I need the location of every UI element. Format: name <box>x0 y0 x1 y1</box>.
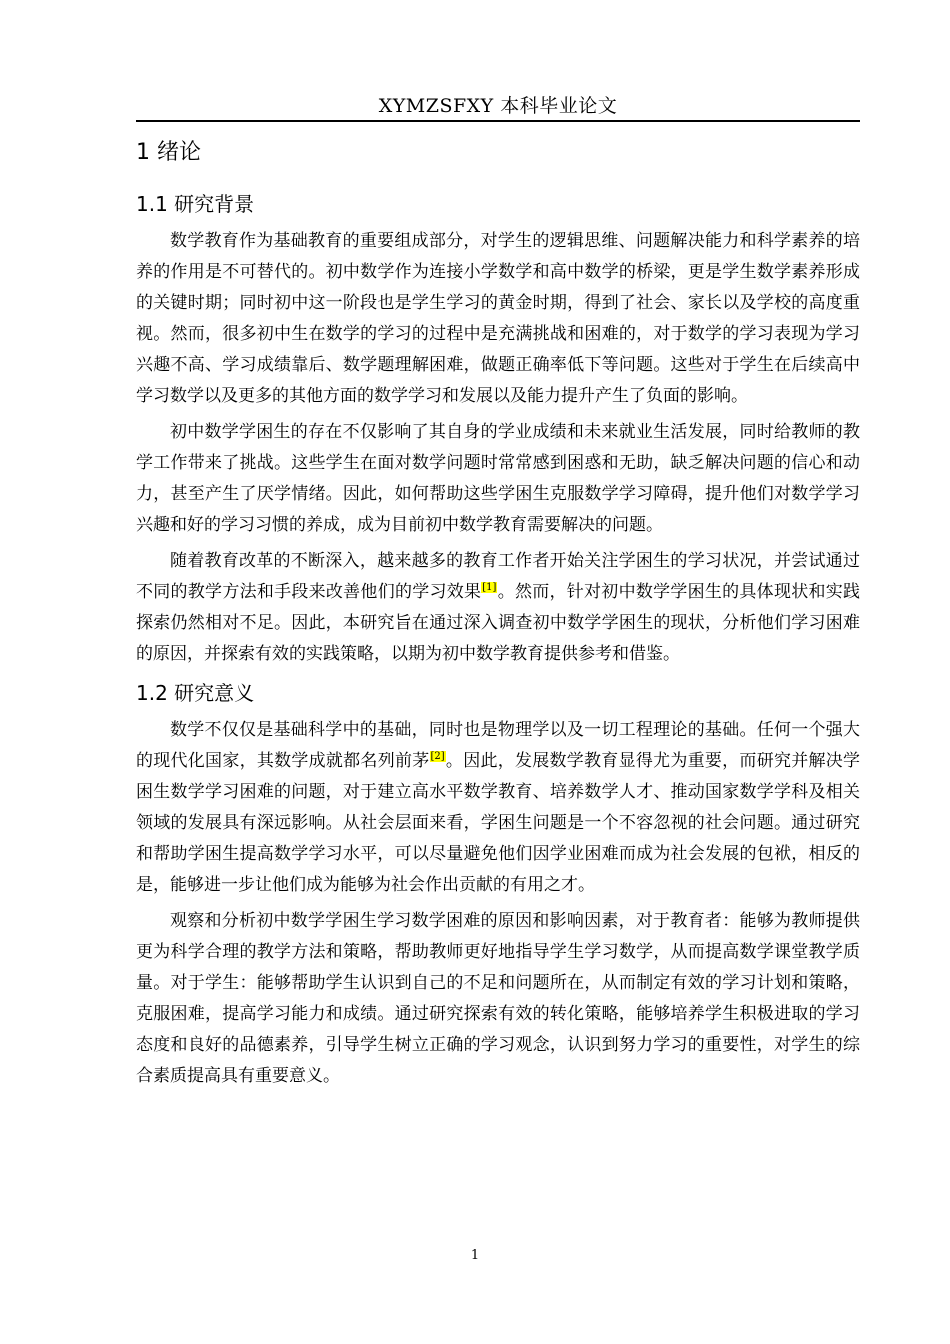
chapter-title: 1 绪论 <box>136 140 201 165</box>
running-header: XYMZSFXY 本科毕业论文 <box>378 95 618 117</box>
paragraph: 初中数学学困生的存在不仅影响了其自身的学业成绩和未来就业生活发展，同时给教师的教学工作带来了挑战。这些学生在面对数学问题时常常感到困惑和无助，缺乏解决问题的信心和动力，甚至产生了厌学情绪。因此，如何帮助这些学困生克服数学学习障碍，提升他们对数学学习兴趣和好的学习习惯的养成，成为目前初中数学教育需要解决的问题。 <box>136 422 860 535</box>
paragraph-text: 数学不仅仅是基础科学中的基础，同时也是物理学以及一切工程理论的基础。任何一个强大的现代化国家，其数学成就都名列前茅 <box>136 720 860 771</box>
citation-marker[interactable]: [1] <box>482 582 497 594</box>
page-number: 1 <box>470 1248 480 1263</box>
paragraph-text: 。然而，针对初中数学学困生的具体现状和实践探索仍然相对不足。因此，本研究旨在通过深入调查初中数学学困生的现状，分析他们学习困难的原因，并探索有效的实践策略，以期为初中数学教育提供参考和借鉴。 <box>136 582 860 664</box>
paragraph-text: 。因此，发展数学教育显得尤为重要，而研究并解决学困生数学学习困难的问题，对于建立高水平数学教育、培养数学人才、推动国家数学学科及相关领域的发展具有深远影响。从社会层面来看，学困生问题是一个不容忽视的社会问题。通过研究和帮助学困生提高数学学习水平，可以尽量避免他们因学业困难而成为社会发展的包袱，相反的是，能够进一步让他们成为能够为社会作出贡献的有用之才。 <box>136 751 861 895</box>
header-rule <box>136 120 860 122</box>
paragraph <box>136 546 860 670</box>
paragraph: 数学教育作为基础教育的重要组成部分，对学生的逻辑思维、问题解决能力和科学素养的培养的作用是不可替代的。初中数学作为连接小学数学和高中数学的桥梁，更是学生数学素养形成的关键时期；同时初中这一阶段也是学生学习的黄金时期，得到了社会、家长以及学校的高度重视。然而，很多初中生在数学的学习的过程中是充满挑战和困难的，对于数学的学习表现为学习兴趣不高、学习成绩靠后、数学题理解困难，做题正确率低下等问题。这些对于学生在后续高中学习数学以及更多的其他方面的数学学习和发展以及能力提升产生了负面的影响。 <box>136 231 860 406</box>
paragraph-text: 随着教育改革的不断深入，越来越多的教育工作者开始关注学困生的学习状况，并尝试通过不同的教学方法和手段来改善他们的学习效果 <box>136 551 860 602</box>
citation-marker[interactable]: [2] <box>430 751 445 763</box>
paragraph: 观察和分析初中数学学困生学习数学困难的原因和影响因素，对于教育者：能够为教师提供更为科学合理的教学方法和策略，帮助教师更好地指导学生学习数学，从而提高数学课堂教学质量。对于学生：能够帮助学生认识到自己的不足和问题所在，从而制定有效的学习计划和策略，克服困难，提高学习能力和成绩。通过研究探索有效的转化策略，能够培养学生积极进取的学习态度和良好的品德素养，引导学生树立正确的学习观念，认识到努力学习的重要性，对学生的综合素质提高具有重要意义。 <box>136 911 860 1086</box>
section-title-background: 1.1 研究背景 <box>136 192 255 216</box>
section-title-significance: 1.2 研究意义 <box>136 681 255 705</box>
page-content <box>136 132 860 1097</box>
paragraph <box>136 715 860 901</box>
